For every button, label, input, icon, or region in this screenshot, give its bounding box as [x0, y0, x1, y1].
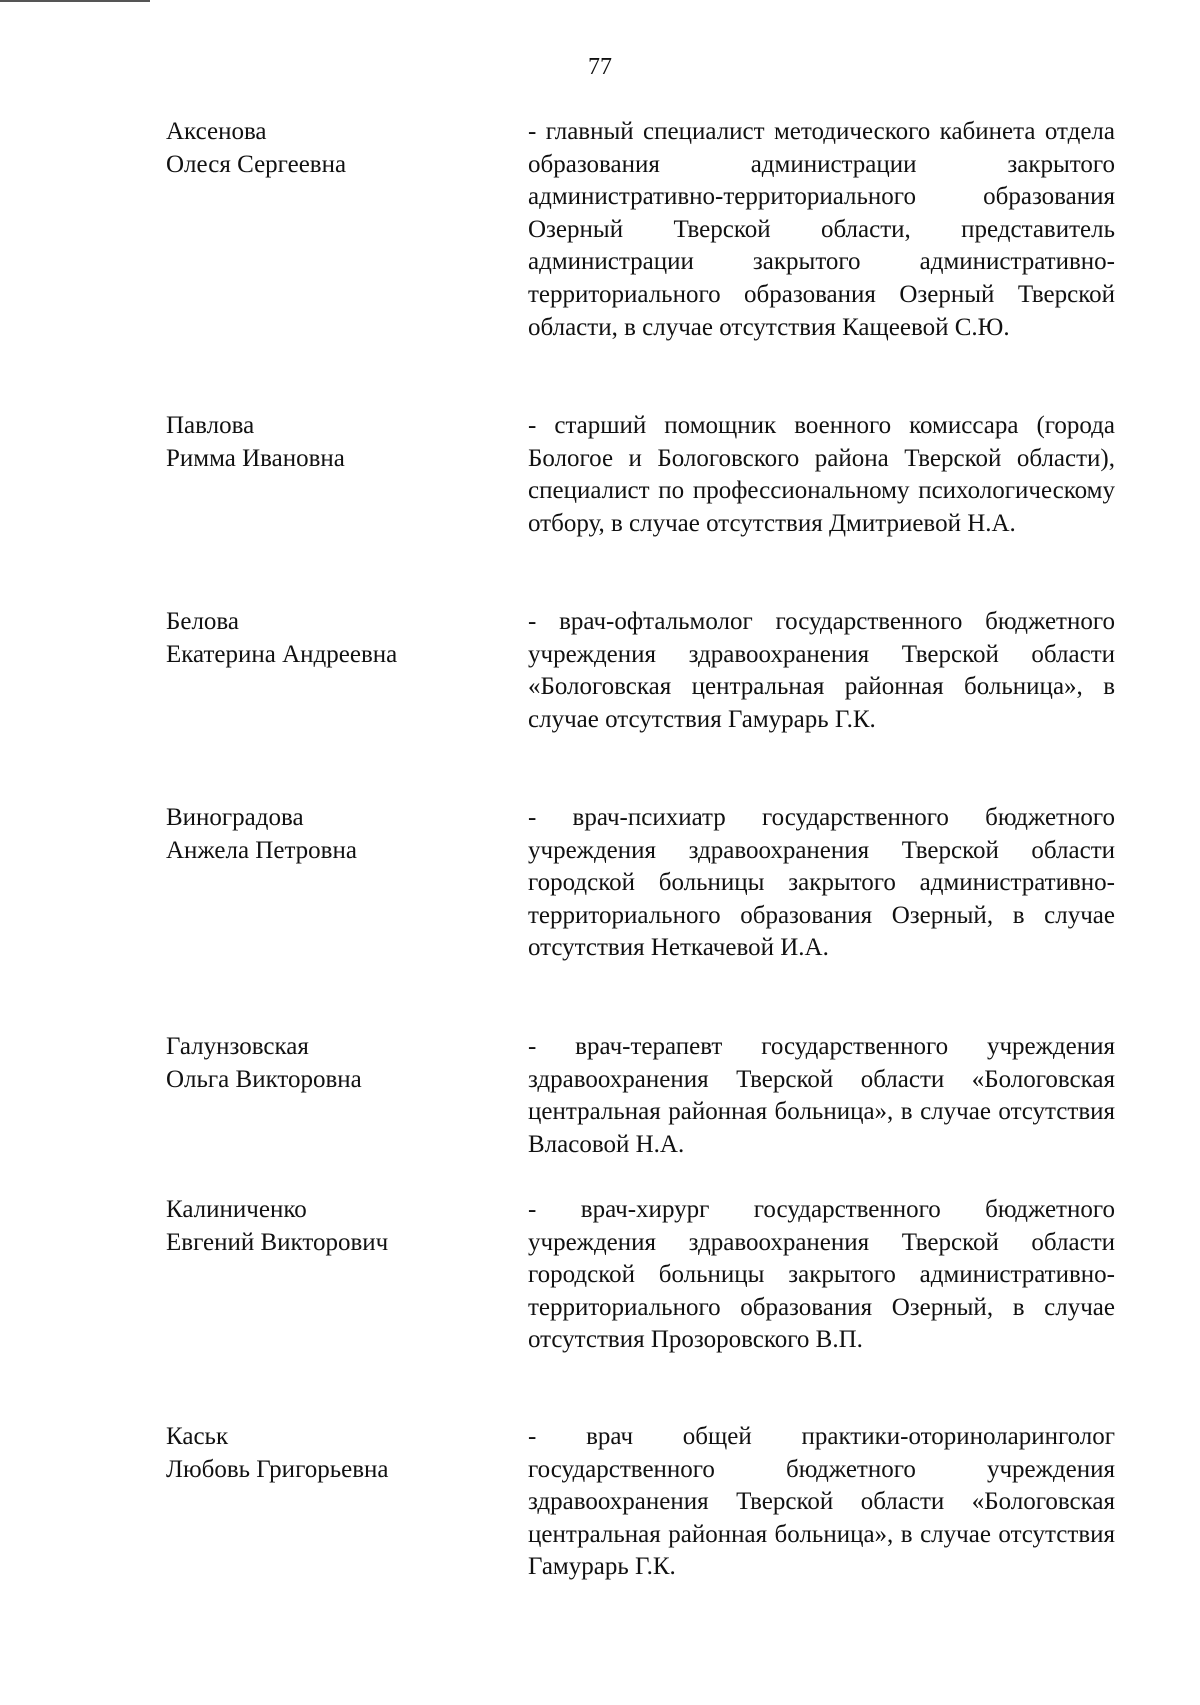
- page-number: 77: [588, 54, 612, 80]
- member-given-names: Екатерина Андреевна: [166, 640, 398, 668]
- member-role: - врач-офтальмолог государственного бюджетного учреждения здравоохранения Тверской области «Бологовская центральная районная больница», в случае отсутствия Гамурарь Г.К.: [528, 608, 1115, 733]
- member-name: [166, 116, 496, 181]
- member-name: [166, 606, 496, 671]
- member-name: [166, 802, 496, 867]
- member-role: - главный специалист методического кабинета отдела образования администрации закрытого административно-территориального образования Озерный Тверской области, представитель администрации закрытого административно-территориального образования Озерный Тверской области, в случае отсутствия Кащеевой С.Ю.: [528, 118, 1115, 341]
- member-surname: Виноградова: [166, 804, 304, 831]
- member-given-names: Римма Ивановна: [166, 444, 345, 472]
- scan-edge-line: [0, 0, 150, 2]
- member-given-names: Олеся Сергеевна: [166, 150, 347, 178]
- member-given-names: Любовь Григорьевна: [166, 1455, 389, 1483]
- member-role: - врач-хирург государственного бюджетного учреждения здравоохранения Тверской области городской больницы закрытого административно-территориального образования Озерный, в случае отсутствия Прозоровского В.П.: [528, 1196, 1115, 1354]
- member-surname: Белова: [166, 608, 239, 635]
- member-given-names: Ольга Викторовна: [166, 1065, 362, 1093]
- member-name: [166, 410, 496, 475]
- member-role: - врач-терапевт государственного учреждения здравоохранения Тверской области «Бологовская центральная районная больница», в случае отсутствия Власовой Н.А.: [528, 1033, 1115, 1158]
- member-given-names: Евгений Викторович: [166, 1228, 389, 1256]
- member-surname: Каськ: [166, 1423, 229, 1450]
- member-surname: Галунзовская: [166, 1033, 309, 1060]
- member-role: - врач-психиатр государственного бюджетного учреждения здравоохранения Тверской области городской больницы закрытого административно-территориального образования Озерный, в случае отсутствия Неткачевой И.А.: [528, 804, 1115, 962]
- member-role: - врач общей практики-оториноларинголог государственного бюджетного учреждения здравоохранения Тверской области «Бологовская центральная районная больница», в случае отсутствия Гамурарь Г.К.: [528, 1423, 1115, 1581]
- member-role: - старший помощник военного комиссара (города Бологое и Бологовского района Тверской области), специалист по профессиональному психологическому отбору, в случае отсутствия Дмитриевой Н.А.: [528, 412, 1115, 537]
- member-surname: Павлова: [166, 412, 255, 439]
- scan-noise: [460, 10, 710, 20]
- member-given-names: Анжела Петровна: [166, 836, 357, 864]
- member-name: [166, 1421, 496, 1486]
- member-name: [166, 1194, 496, 1259]
- member-surname: Калиниченко: [166, 1196, 307, 1223]
- member-surname: Аксенова: [166, 118, 267, 145]
- member-name: [166, 1031, 496, 1096]
